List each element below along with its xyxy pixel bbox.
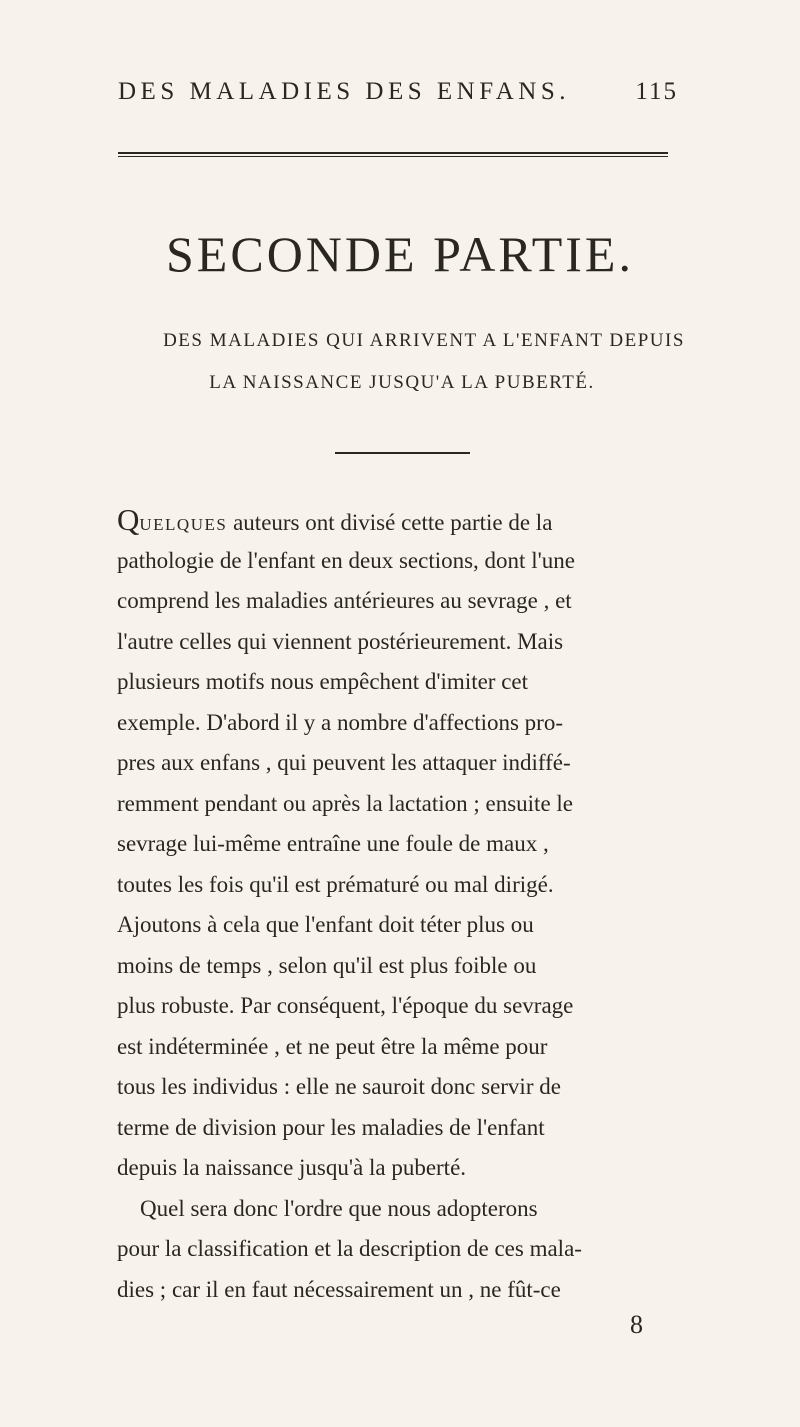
body-line: depuis la naissance jusqu'à la puberté. [117, 1155, 467, 1180]
body-line: exemple. D'abord il y a nombre d'affections pro- [117, 709, 563, 735]
body-line: tous les individus : elle ne sauroit donc servir de [117, 1074, 561, 1099]
body-line: plus robuste. Par conséquent, l'époque du sevrage [117, 993, 574, 1018]
part-title: SECONDE PARTIE. [166, 226, 634, 282]
body-line: Quel sera donc l'ordre que nous adopterons [117, 1195, 538, 1221]
subtitle-line-1: DES MALADIES QUI ARRIVENT A L'ENFANT DEPUIS [163, 330, 685, 351]
drop-cap: Q [117, 502, 140, 537]
signature-mark: 8 [630, 1310, 643, 1339]
body-line: sevrage lui-même entraîne une foule de maux , [117, 831, 549, 856]
page-number: 115 [635, 78, 678, 105]
body-line: comprend les maladies antérieures au sevrage , et [117, 588, 572, 613]
subtitle-line-2: LA NAISSANCE JUSQU'A LA PUBERTÉ. [209, 372, 595, 393]
body-line [117, 500, 705, 541]
body-text [117, 500, 705, 1310]
small-caps-word: UELQUES [139, 515, 228, 534]
body-line: l'autre celles qui viennent postérieurement. Mais [117, 628, 564, 654]
body-line: dies ; car il en faut nécessairement un , ne fût-ce [117, 1276, 561, 1302]
header-rule [118, 152, 668, 157]
body-line: terme de division pour les maladies de l'enfant [117, 1114, 545, 1140]
body-line: est indéterminée , et ne peut être la même pour [117, 1033, 548, 1059]
first-line-rest: auteurs ont divisé cette partie de la [227, 510, 553, 535]
body-line: remment pendant ou après la lactation ; ensuite le [117, 790, 574, 816]
body-line: pour la classification et la description de ces mala- [117, 1236, 582, 1261]
running-title: DES MALADIES DES ENFANS. [118, 78, 571, 105]
body-line: moins de temps , selon qu'il est plus foible ou [117, 952, 537, 978]
body-line: pres aux enfans , qui peuvent les attaquer indiffé- [117, 750, 571, 775]
body-line: pathologie de l'enfant en deux sections, dont l'une [117, 547, 575, 573]
body-line: toutes les fois qu'il est prématuré ou mal dirigé. [117, 871, 554, 897]
section-rule [335, 452, 470, 454]
body-line: Ajoutons à cela que l'enfant doit téter plus ou [117, 912, 534, 937]
running-head [118, 78, 678, 118]
body-line: plusieurs motifs nous empêchent d'imiter cet [117, 669, 529, 694]
